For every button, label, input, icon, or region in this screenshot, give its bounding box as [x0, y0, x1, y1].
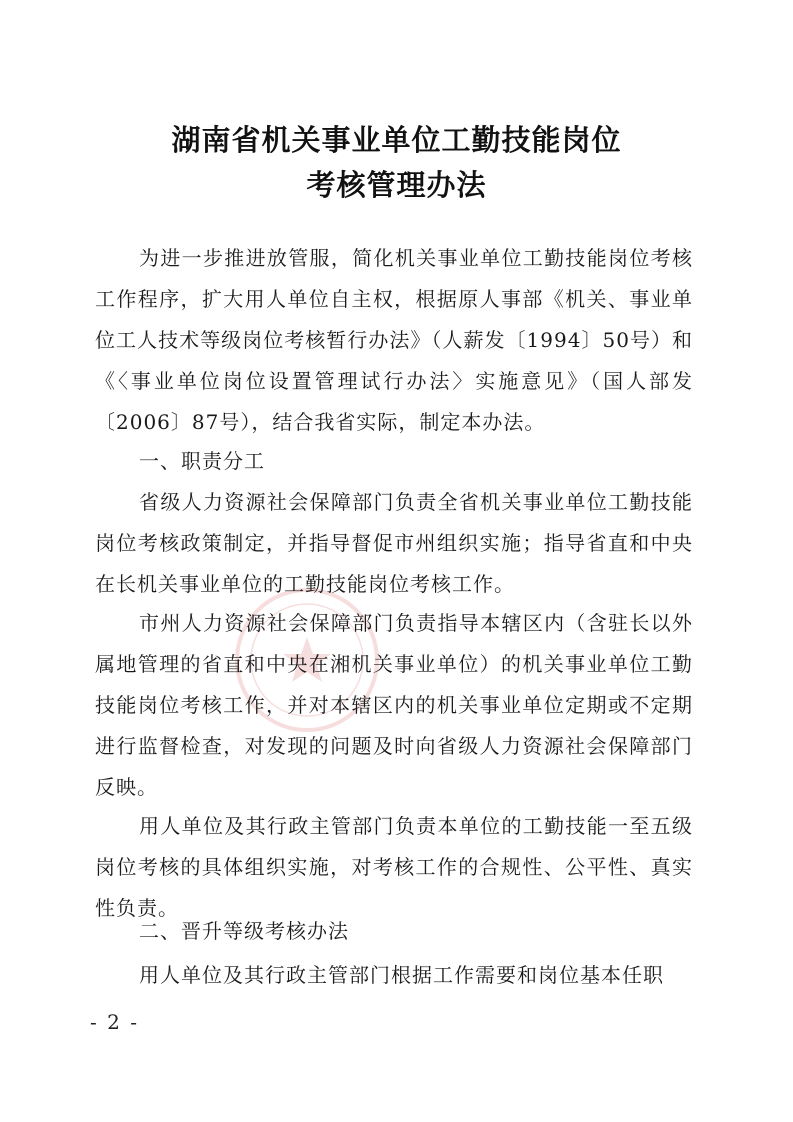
- section-1-paragraph-2: 市州人力资源社会保障部门负责指导本辖区内（含驻长以外属地管理的省直和中央在湘机关事业单位）的机关事业单位工勤技能岗位考核工作，并对本辖区内的机关事业单位定期或不定期进行监督检查，对发现的问题及时向省级人力资源社会保障部门反映。: [95, 611, 693, 799]
- section-1-heading: 一、职责分工: [139, 449, 265, 473]
- document-title-line-1: 湖南省机关事业单位工勤技能岗位: [171, 123, 622, 157]
- section-1-paragraph-3: 用人单位及其行政主管部门负责本单位的工勤技能一至五级岗位考核的具体组织实施，对考核工作的合规性、公平性、真实性负责。: [95, 814, 693, 920]
- section-2-paragraph-1: 用人单位及其行政主管部门根据工作需要和岗位基本任职: [139, 963, 664, 987]
- page-number: - 2 -: [90, 1010, 139, 1034]
- section-1-paragraph-1: 省级人力资源社会保障部门负责全省机关事业单位工勤技能岗位考核政策制定，并指导督促市州组织实施；指导省直和中央在长机关事业单位的工勤技能岗位考核工作。: [95, 490, 693, 596]
- intro-paragraph: 为进一步推进放管服，简化机关事业单位工勤技能岗位考核工作程序，扩大用人单位自主权，根据原人事部《机关、事业单位工人技术等级岗位考核暂行办法》（人薪发〔1994〕50号）和《〈事业单位岗位设置管理试行办法〉实施意见》（国人部发〔2006〕87号），结合我省实际，制定本办法。: [95, 246, 693, 434]
- section-2-heading: 二、晋升等级考核办法: [139, 919, 349, 943]
- document-title-line-2: 考核管理办法: [306, 168, 487, 202]
